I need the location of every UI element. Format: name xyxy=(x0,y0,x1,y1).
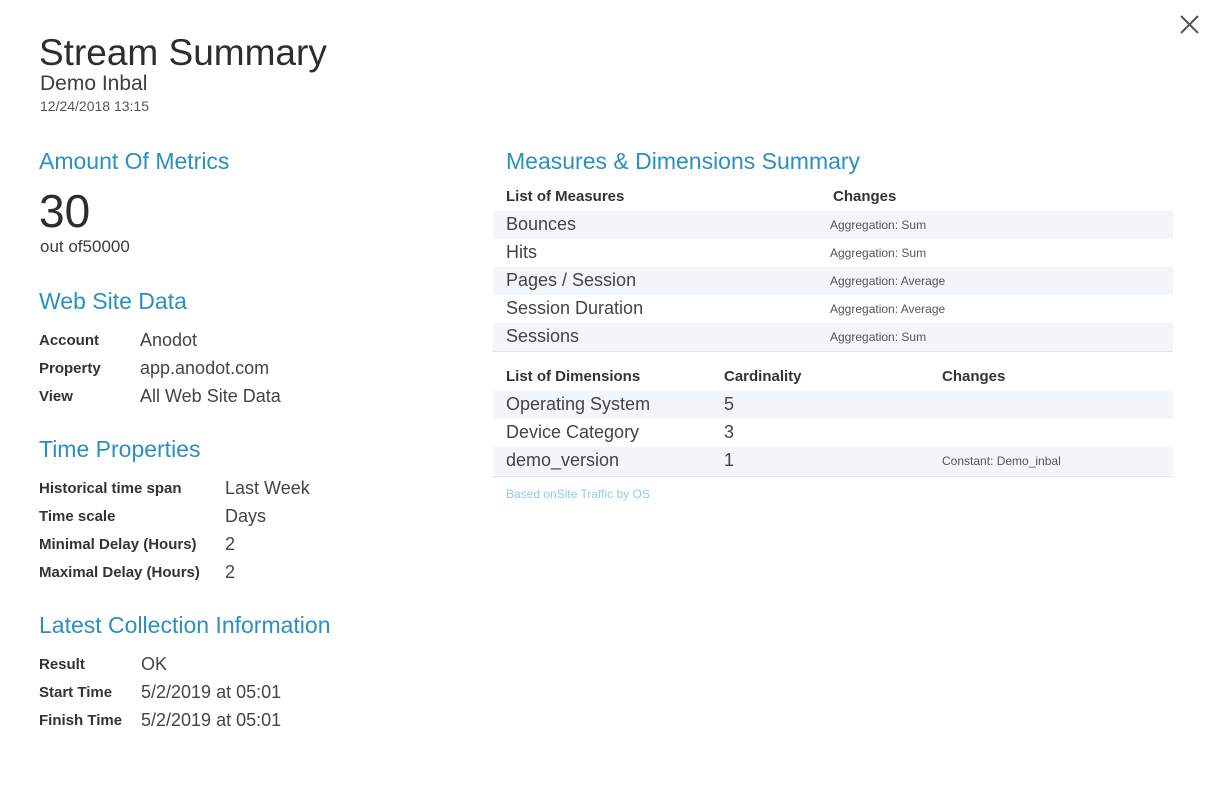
measure-changes: Aggregation: Average xyxy=(830,302,946,316)
time-label: Maximal Delay (Hours) xyxy=(39,563,200,581)
table-row xyxy=(493,211,1173,239)
time-label: Minimal Delay (Hours) xyxy=(39,535,197,553)
time-label: Time scale xyxy=(39,507,116,525)
dimensions-col-name: List of Dimensions xyxy=(506,368,641,385)
dimension-name: demo_version xyxy=(506,450,620,470)
table-row xyxy=(493,267,1173,295)
collection-row xyxy=(39,650,281,678)
measures-table xyxy=(493,183,1173,351)
website-row-view xyxy=(39,382,281,410)
time-value: Last Week xyxy=(225,477,310,498)
dimension-cardinality: 5 xyxy=(724,394,735,414)
collection-section-title: Latest Collection Information xyxy=(39,612,331,638)
collection-value: 5/2/2019 at 05:01 xyxy=(141,681,282,702)
website-row-account xyxy=(39,326,281,354)
measure-changes: Aggregation: Sum xyxy=(830,246,927,260)
collection-row xyxy=(39,678,281,706)
website-value: All Web Site Data xyxy=(140,385,281,406)
time-value: 2 xyxy=(225,561,236,582)
website-row-property xyxy=(39,354,281,382)
table-row xyxy=(493,295,1173,323)
dimensions-col-changes: Changes xyxy=(942,368,1006,385)
time-value: Days xyxy=(225,505,267,526)
measure-name: Pages / Session xyxy=(506,270,637,290)
measure-name: Sessions xyxy=(506,326,580,346)
table-row xyxy=(493,239,1173,267)
measures-col-changes: Changes xyxy=(833,188,897,205)
page-title: Stream Summary xyxy=(39,32,327,73)
measure-changes: Aggregation: Sum xyxy=(830,330,927,344)
stream-date: 12/24/2018 13:15 xyxy=(40,98,149,114)
website-value: Anodot xyxy=(140,329,198,350)
based-on-note: Based onSite Traffic by OS xyxy=(506,487,650,501)
website-details xyxy=(39,326,281,410)
collection-value: OK xyxy=(141,653,168,674)
measure-changes: Aggregation: Sum xyxy=(830,218,927,232)
collection-row xyxy=(39,706,281,734)
website-label: Account xyxy=(39,331,99,349)
website-label: View xyxy=(39,387,73,405)
collection-label: Start Time xyxy=(39,683,113,701)
time-section-title: Time Properties xyxy=(39,436,201,462)
time-label: Historical time span xyxy=(39,479,182,497)
time-value: 2 xyxy=(225,533,236,554)
time-row xyxy=(39,530,310,558)
collection-details xyxy=(39,650,281,734)
close-button[interactable] xyxy=(1174,10,1204,40)
summary-section-title: Measures & Dimensions Summary xyxy=(506,148,861,174)
table-row xyxy=(493,447,1173,475)
dimension-name: Operating System xyxy=(506,394,651,414)
dimensions-header xyxy=(493,363,1173,391)
dimension-name: Device Category xyxy=(506,422,640,442)
dimension-cardinality: 3 xyxy=(724,422,735,442)
measure-name: Session Duration xyxy=(506,298,644,318)
measures-header xyxy=(493,183,1173,211)
measure-changes: Aggregation: Average xyxy=(830,274,946,288)
measure-name: Bounces xyxy=(506,214,577,234)
dimensions-table xyxy=(493,363,1173,475)
time-row xyxy=(39,558,310,586)
time-row xyxy=(39,502,310,530)
dimensions-col-cardinality: Cardinality xyxy=(724,368,802,385)
dimension-cardinality: 1 xyxy=(724,450,735,470)
collection-value: 5/2/2019 at 05:01 xyxy=(141,709,282,730)
website-section-title: Web Site Data xyxy=(39,288,187,314)
collection-label: Result xyxy=(39,655,85,673)
table-row xyxy=(493,391,1173,419)
metrics-count: 30 xyxy=(39,185,91,237)
website-value: app.anodot.com xyxy=(140,357,270,378)
table-row xyxy=(493,323,1173,351)
measures-col-name: List of Measures xyxy=(506,188,625,205)
dimension-changes: Constant: Demo_inbal xyxy=(942,454,1061,468)
divider xyxy=(493,476,1173,477)
time-details xyxy=(39,474,310,586)
measure-name: Hits xyxy=(506,242,537,262)
stream-name: Demo Inbal xyxy=(40,72,148,95)
collection-label: Finish Time xyxy=(39,711,123,729)
website-label: Property xyxy=(39,359,101,377)
metrics-out-of: out of50000 xyxy=(40,237,130,256)
close-icon xyxy=(1174,10,1204,40)
table-row xyxy=(493,419,1173,447)
metrics-section-title: Amount Of Metrics xyxy=(39,148,230,174)
time-row xyxy=(39,474,310,502)
divider xyxy=(493,351,1173,352)
